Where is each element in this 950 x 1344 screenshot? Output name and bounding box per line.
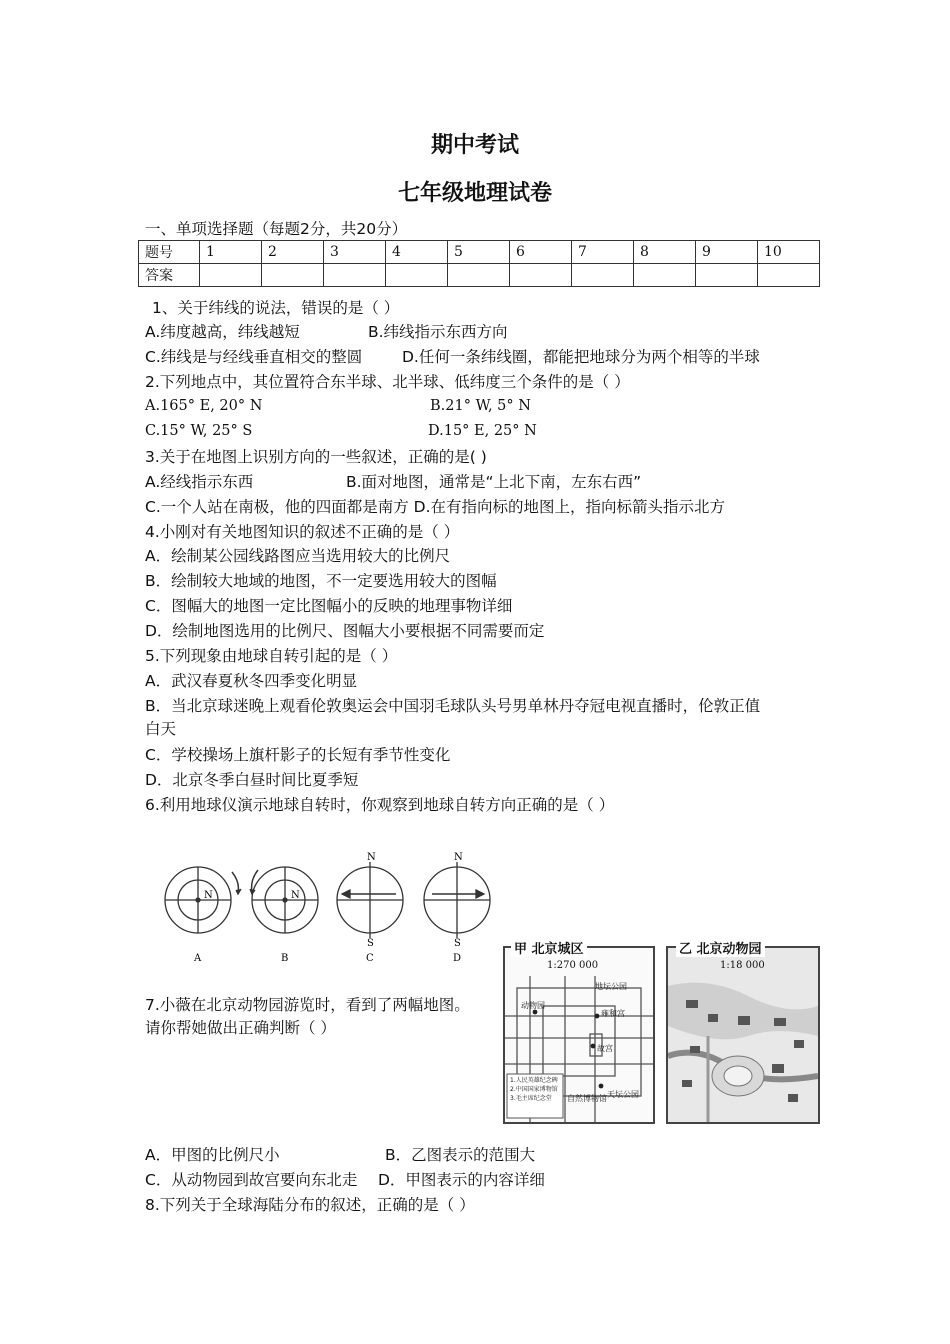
q5-option-b-cont: 白天 [145, 720, 177, 738]
table-cell: 4 [386, 241, 448, 264]
answer-cell[interactable] [572, 264, 634, 287]
map1-label-gugong: 故宫 [597, 1044, 613, 1053]
answer-table [138, 240, 820, 287]
q3-option-a: A.经线指示东西 [145, 473, 254, 491]
q4-option-d: D．绘制地图选用的比例尺、图幅大小要根据不同需要而定 [145, 622, 545, 640]
answer-cell[interactable] [696, 264, 758, 287]
q5-stem: 5.下列现象由地球自转引起的是（ ） [145, 647, 398, 665]
answer-cell[interactable] [262, 264, 324, 287]
map2-scale: 1:18 000 [720, 960, 765, 971]
svg-text:N: N [454, 852, 463, 863]
answer-cell[interactable] [758, 264, 820, 287]
q8-stem: 8.下列关于全球海陆分布的叙述，正确的是（ ） [145, 1196, 475, 1214]
q5-option-d: D．北京冬季白昼时间比夏季短 [145, 771, 359, 789]
paper-title: 七年级地理试卷 [397, 181, 552, 206]
map1-label-ditan: 地坛公园 [595, 982, 627, 991]
q5-option-b: B．当北京球迷晚上观看伦敦奥运会中国羽毛球队头号男单林丹夺冠电视直播时，伦敦正值 [145, 697, 761, 715]
q2-stem: 2.下列地点中，其位置符合东半球、北半球、低纬度三个条件的是（ ） [145, 373, 630, 391]
map1-legend [510, 1076, 558, 1103]
table-cell: 8 [634, 241, 696, 264]
legend-item: 1.人民英雄纪念碑 [510, 1077, 558, 1084]
table-cell: 1 [200, 241, 262, 264]
q7-option-d: D．甲图表示的内容详细 [378, 1171, 545, 1189]
q3-stem: 3.关于在地图上识别方向的一些叙述，正确的是( ) [145, 448, 487, 466]
row-header-answer: 答案 [139, 264, 200, 287]
globe-label-c: C [366, 953, 374, 964]
table-cell: 9 [696, 241, 758, 264]
q3-option-cd: C.一个人站在南极，他的四面都是南方 D.在有指向标的地图上，指向标箭头指示北方 [145, 498, 726, 516]
globe-d [424, 862, 490, 938]
table-row [139, 241, 820, 264]
table-cell: 5 [448, 241, 510, 264]
q1-option-b: B.纬线指示东西方向 [368, 323, 508, 341]
svg-text:S: S [454, 938, 461, 949]
q2-option-c: C.15° W, 25° S [145, 423, 253, 439]
answer-cell[interactable] [324, 264, 386, 287]
svg-text:N: N [367, 852, 376, 863]
answer-cell[interactable] [634, 264, 696, 287]
map2-title: 乙 北京动物园 [676, 938, 765, 957]
q2-option-d: D.15° E, 25° N [428, 423, 537, 439]
legend-item: 3.毛主席纪念堂 [510, 1095, 552, 1102]
answer-cell[interactable] [510, 264, 572, 287]
table-row [139, 264, 820, 287]
q3-option-b: B.面对地图，通常是“上北下南，左东右西” [346, 473, 642, 491]
map-beijing-zoo [666, 942, 820, 1124]
q4-option-c: C．图幅大的地图一定比图幅小的反映的地理事物详细 [145, 597, 513, 615]
map1-label-museum: 自然博物馆 [567, 1094, 607, 1103]
map-beijing-city [503, 942, 655, 1124]
map1-title: 甲 北京城区 [511, 938, 587, 957]
q5-option-a: A．武汉春夏秋冬四季变化明显 [145, 672, 358, 690]
q2-option-a: A.165° E, 20° N [145, 398, 263, 414]
map1-label-yonghegong: 雍和宫 [601, 1009, 625, 1018]
q6-globe-figure [160, 850, 510, 970]
map2-zoo-illustration [668, 976, 818, 1122]
map1-scale: 1:270 000 [547, 960, 599, 971]
q2-option-b: B.21° W, 5° N [430, 398, 531, 414]
map1-label-tiantan: 天坛公园 [607, 1090, 639, 1099]
legend-item: 2.中国国家博物馆 [510, 1086, 558, 1093]
q1-option-a: A.纬度越高，纬线越短 [145, 323, 300, 341]
svg-text:N: N [291, 890, 300, 901]
q7-stem-line2: 请你帮她做出正确判断（ ） [145, 1019, 336, 1037]
q7-option-a: A．甲图的比例尺小 [145, 1146, 280, 1164]
table-cell: 6 [510, 241, 572, 264]
row-header-number: 题号 [139, 241, 200, 264]
q4-option-b: B．绘制较大地域的地图，不一定要选用较大的图幅 [145, 572, 497, 590]
globe-a [165, 867, 241, 933]
answer-cell[interactable] [386, 264, 448, 287]
q7-stem-line1: 7.小薇在北京动物园游览时，看到了两幅地图。 [145, 996, 470, 1014]
q1-option-d: D.任何一条纬线圈，都能把地球分为两个相等的半球 [402, 348, 760, 366]
globe-label-a: A [194, 953, 202, 964]
globe-b [250, 867, 318, 933]
section-heading: 一、单项选择题（每题2分，共20分） [145, 220, 408, 238]
svg-text:S: S [367, 938, 374, 949]
globe-label-b: B [281, 953, 289, 964]
globe-label-d: D [453, 953, 462, 964]
q1-stem: 1、关于纬线的说法，错误的是（ ） [152, 299, 400, 317]
table-cell: 10 [758, 241, 820, 264]
svg-text:N: N [204, 890, 213, 901]
q4-option-a: A．绘制某公园线路图应当选用较大的比例尺 [145, 547, 451, 565]
q6-stem: 6.利用地球仪演示地球自转时，你观察到地球自转方向正确的是（ ） [145, 796, 615, 814]
globe-c [337, 862, 403, 938]
map1-label-zoo: 动物园 [521, 1001, 545, 1010]
answer-cell[interactable] [448, 264, 510, 287]
q5-option-c: C．学校操场上旗杆影子的长短有季节性变化 [145, 746, 451, 764]
table-cell: 2 [262, 241, 324, 264]
q4-stem: 4.小刚对有关地图知识的叙述不正确的是（ ） [145, 523, 460, 541]
answer-cell[interactable] [200, 264, 262, 287]
q7-option-b: B．乙图表示的范围大 [385, 1146, 536, 1164]
q1-option-c: C.纬线是与经线垂直相交的整圆 [145, 348, 363, 366]
table-cell: 3 [324, 241, 386, 264]
table-cell: 7 [572, 241, 634, 264]
exam-title: 期中考试 [430, 133, 519, 158]
q7-option-c: C．从动物园到故宫要向东北走 [145, 1171, 358, 1189]
